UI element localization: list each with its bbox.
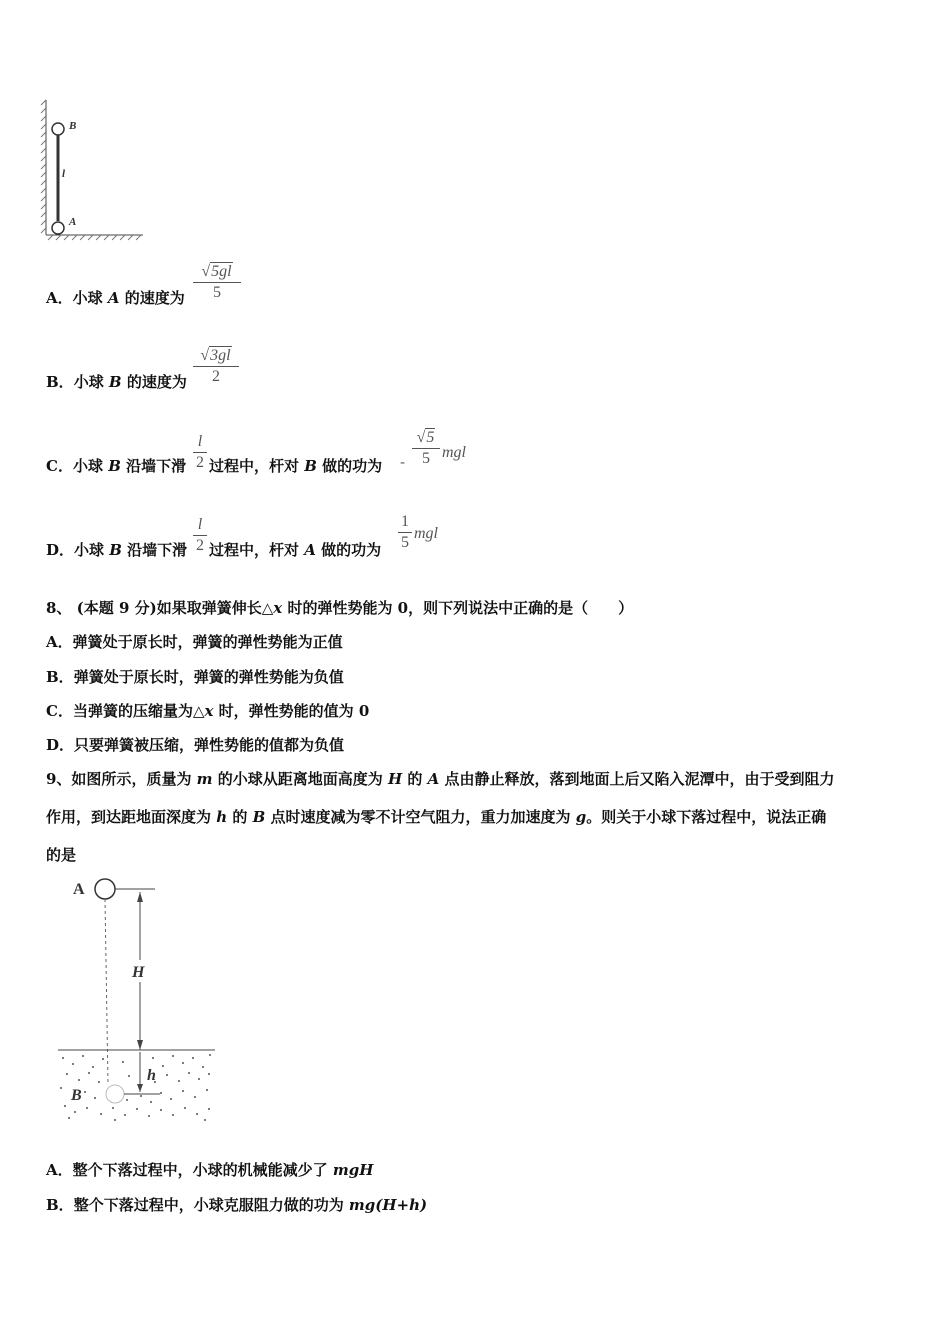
q7-a-fraction: √5gl 5	[193, 262, 241, 303]
ball-a-start	[95, 879, 115, 899]
q7-option-d: D．小球 B 沿墙下滑	[46, 541, 188, 559]
label-b-end: B	[71, 1087, 82, 1104]
label-l: l	[62, 168, 66, 180]
ball-b	[52, 123, 64, 135]
q7-c-sign: -	[400, 453, 406, 471]
q7-b-fraction: √3gl 2	[193, 346, 239, 387]
q7-c-coef-fraction: √5 5	[412, 428, 440, 469]
q7-c-half-fraction: l 2	[193, 432, 207, 473]
q7-d-half-fraction: l 2	[193, 515, 207, 556]
q7-option-c-rest: 过程中，杆对 B 做的功为	[209, 457, 383, 475]
q7-option-c: C．小球 B 沿墙下滑	[46, 457, 187, 475]
q7-d-coef-fraction: 1 5	[398, 512, 412, 553]
label-depth-h: h	[147, 1067, 156, 1084]
q9-stem-line1: 9、如图所示，质量为 m 的小球从距离地面高度为 H 的 A 点由静止释放，落到地面上后又陷入泥潭中，由于受到阻力	[46, 770, 835, 788]
label-a: A	[69, 216, 77, 228]
rod-wall-figure	[38, 95, 153, 245]
q7-option-b: B．小球 B 的速度为	[46, 373, 187, 391]
falling-ball-figure	[55, 872, 220, 1124]
q7-d-mgl: mgl	[414, 525, 438, 542]
q7-option-a: A．小球 A 的速度为	[46, 289, 185, 307]
q9-option-b: B．整个下落过程中，小球克服阻力做的功为 mg(H+h)	[46, 1196, 428, 1214]
q8-option-a: A．弹簧处于原长时，弹簧的弹性势能为正值	[46, 633, 343, 651]
q9-stem-line2: 作用，到达距地面深度为 h 的 B 点时速度减为零不计空气阻力，重力加速度为 g。则关于小球下落过程中，说法正确	[46, 808, 827, 826]
q7-option-d-rest: 过程中，杆对 A 做的功为	[209, 541, 382, 559]
label-a-start: A	[73, 881, 85, 898]
q8-option-c: C．当弹簧的压缩量为△x 时，弹性势能的值为 0	[46, 702, 370, 720]
q9-option-a: A．整个下落过程中，小球的机械能减少了 mgH	[46, 1161, 374, 1179]
ball-b-end	[106, 1085, 124, 1103]
label-height-h-upper: H	[132, 964, 145, 981]
q9-stem-line3: 的是	[46, 846, 77, 864]
q7-c-mgl: mgl	[442, 444, 466, 461]
ball-a	[52, 222, 64, 234]
q8-stem: 8、 (本题 9 分)如果取弹簧伸长△x 时的弹性势能为 0，则下列说法中正确的是（ ）	[46, 599, 634, 617]
q8-option-b: B．弹簧处于原长时，弹簧的弹性势能为负值	[46, 668, 344, 686]
label-b: B	[69, 120, 77, 132]
q8-option-d: D．只要弹簧被压缩，弹性势能的值都为负值	[46, 736, 345, 754]
